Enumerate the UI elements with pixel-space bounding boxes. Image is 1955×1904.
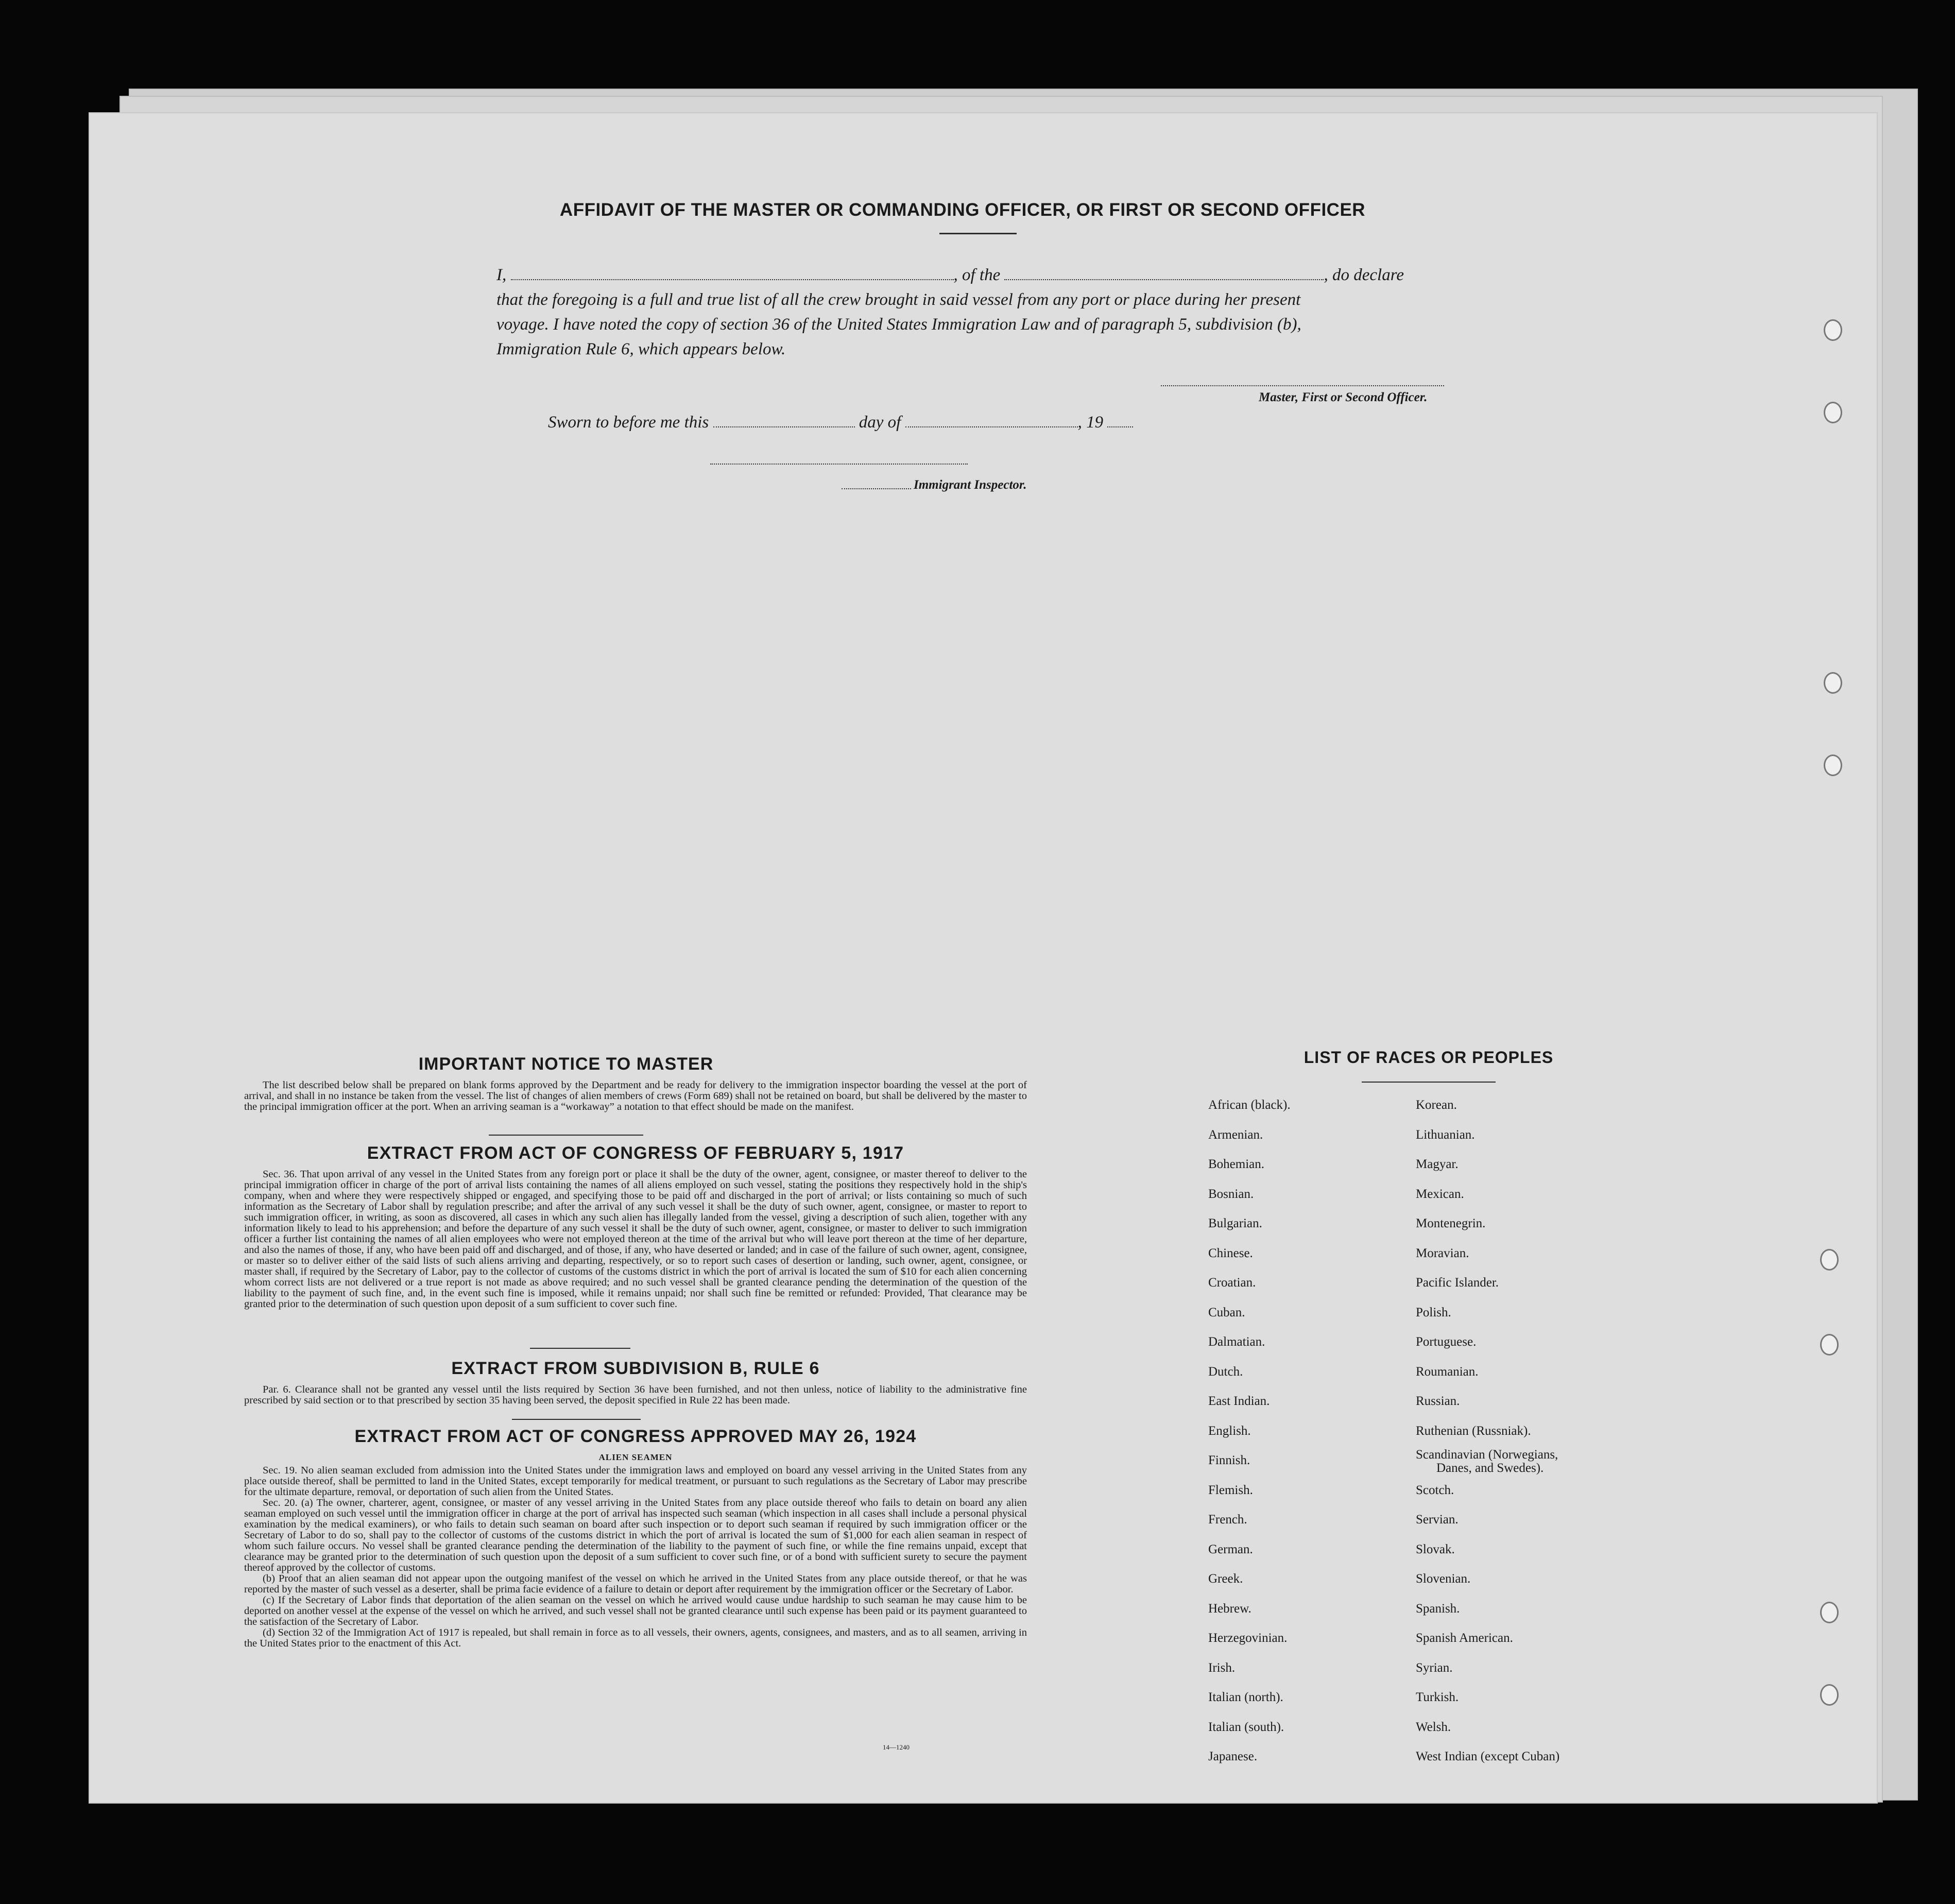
punch-hole [1820, 1249, 1839, 1271]
declaration-text [496, 263, 1527, 362]
sworn-date-field[interactable] [713, 413, 855, 427]
declaration-line: voyage. I have noted the copy of section 36 of the United States Immigration Law and of paragraph 5, subdivision (b), [496, 315, 1301, 334]
divider [489, 1135, 643, 1136]
declaration-mid: , of the [953, 266, 1001, 284]
inspector-label: Immigrant Inspector. [914, 478, 1027, 492]
race-item: West Indian (except Cuban) [1416, 1749, 1560, 1763]
race-item: African (black). [1208, 1098, 1291, 1112]
declaration-start: I, [496, 266, 507, 284]
sworn-year-field[interactable] [1107, 413, 1133, 427]
race-item: Portuguese. [1416, 1335, 1477, 1349]
inspector-lead-line [842, 488, 911, 489]
race-item: Cuban. [1208, 1305, 1245, 1319]
punch-hole [1824, 402, 1842, 423]
document-page [89, 112, 1878, 1804]
extract-1917-title: EXTRACT FROM ACT OF CONGRESS OF FEBRUARY 5, 1917 [367, 1143, 904, 1163]
race-item: Mexican. [1416, 1187, 1464, 1201]
declaration-line: Immigration Rule 6, which appears below. [496, 340, 786, 358]
race-item: East Indian. [1208, 1394, 1270, 1408]
punch-hole [1824, 754, 1842, 776]
extract-1917-text [244, 1169, 1027, 1310]
sec19-paragraph: Sec. 19. No alien seaman excluded from admission into the United States under the immigration laws and employed on board any vessel arriving in the United States from any place outside thereof, shall be permitted to land in the United States, except temporarily for medical treatment, or pursuant to such regulations as the Secretary of Labor may prescribe for the ultimate departure, removal, or deportation of such alien from the United States. [244, 1465, 1027, 1498]
race-item: Magyar. [1416, 1157, 1459, 1171]
race-item: German. [1208, 1542, 1253, 1556]
sec20c-paragraph: (c) If the Secretary of Labor finds that deportation of the alien seaman on the vessel on which he arrived would cause undue hardship to such seaman he may cause him to be deported on another vessel at the expense of the vessel on which he arrived, and such vessel shall not be granted clearance until such expense has been paid or its payment guaranteed to the satisfaction of the Secretary of Labor. [244, 1594, 1027, 1627]
race-item: Pacific Islander. [1416, 1276, 1499, 1290]
sec20b-paragraph: (b) Proof that an alien seaman did not appear upon the outgoing manifest of the vessel on which he arrived in the United States from any place outside thereof, or that he was reported by the master of such vessel as a deserter, shall be prima facie evidence of a failure to detain or deport after requirement by the immigration officer or the Secretary of Labor. [244, 1573, 1027, 1595]
races-right-column [1416, 1090, 1559, 1772]
sworn-day: day of [859, 413, 901, 432]
race-item: Italian (south). [1208, 1720, 1284, 1734]
vessel-field[interactable] [1004, 266, 1324, 280]
punch-hole [1820, 1602, 1839, 1623]
race-item: Armenian. [1208, 1127, 1263, 1142]
sworn-month-field[interactable] [905, 413, 1078, 427]
race-item: Italian (north). [1208, 1690, 1283, 1704]
notice-title: IMPORTANT NOTICE TO MASTER [418, 1054, 714, 1074]
notice-text [244, 1080, 1027, 1112]
race-item: Servian. [1416, 1513, 1459, 1526]
divider [1362, 1082, 1496, 1083]
race-item-line: Danes, and Swedes). [1436, 1461, 1544, 1475]
section-36-paragraph: Sec. 36. That upon arrival of any vessel in the United States from any foreign port or place it shall be the duty of the owner, agent, consignee, or master thereof to deliver to the principal immigration officer in charge of the port of arrival lists containing the names of all aliens employed on such vessel, stating the positions they respectively hold in the ship's company, when and where they were respectively shipped or engaged, and specifying those to be paid off and discharged in the port of arrival; or lists containing so much of such information as the Secretary of Labor shall by regulation prescribe; and after the arrival of any such vessel it shall be the duty of such owner, agent, consignee, or master to report to such immigration officer, in writing, as soon as discovered, all cases in which any such alien has illegally landed from the vessel, giving a description of such alien, together with any information likely to lead to his apprehension; and before the departure of any such vessel it shall be the duty of such owner, agent, consignee, or master to deliver to such immigration officer a further list containing the names of all alien employees who were not employed thereon at the time of the arrival but who will leave port thereon at the time of her departure, and also the names of those, if any, who have been paid off and discharged, and of those, if any, who have deserted or landed; and in case of the failure of such owner, agent, consignee, or master so to deliver either of the said lists of such aliens arriving and departing, respectively, or so to report such cases of desertion or landing, such owner, agent, consignee, or master shall, if required by the Secretary of Labor, pay to the collector of customs of the customs district in which the port of arrival is located the sum of $10 for each alien concerning whom correct lists are not delivered or a true report is not made as above required; and no such vessel shall be granted clearance pending the determination of the question of the liability to the payment of such fine, and, in the event such fine is imposed, while it remains unpaid; nor shall such fine be remitted or refunded: Provided, That clearance may be granted prior to the determination of such question upon deposit of a sum sufficient to cover such fine. [244, 1169, 1027, 1310]
race-item: Korean. [1416, 1098, 1457, 1112]
race-item: Slovak. [1416, 1542, 1455, 1556]
race-item: English. [1208, 1423, 1251, 1438]
punch-hole [1824, 672, 1842, 694]
race-item: Bohemian. [1208, 1157, 1265, 1171]
punch-hole [1824, 319, 1842, 341]
declaration-line [496, 263, 1527, 287]
race-item: Bosnian. [1208, 1187, 1254, 1201]
race-item: Moravian. [1416, 1246, 1469, 1260]
race-item: Japanese. [1208, 1749, 1258, 1763]
punch-hole [1820, 1684, 1839, 1706]
race-item: Russian. [1416, 1394, 1460, 1408]
punch-hole [1820, 1334, 1839, 1356]
race-item: Chinese. [1208, 1246, 1253, 1260]
extract-rule6-title: EXTRACT FROM SUBDIVISION B, RULE 6 [451, 1359, 820, 1378]
divider [530, 1348, 630, 1349]
race-item: French. [1208, 1513, 1247, 1526]
races-title: LIST OF RACES OR PEOPLES [1304, 1048, 1554, 1067]
divider [512, 1419, 641, 1420]
race-item: Slovenian. [1416, 1572, 1471, 1586]
declaration-end: , do declare [1324, 266, 1404, 284]
race-item: Irish. [1208, 1660, 1236, 1675]
race-item-line: Scandinavian (Norwegians, [1416, 1448, 1558, 1462]
extract-1924-title: EXTRACT FROM ACT OF CONGRESS APPROVED MAY 26, 1924 [354, 1427, 917, 1446]
race-item: Finnish. [1208, 1453, 1250, 1467]
sworn-year: , 19 [1077, 413, 1104, 432]
form-number: 14—1240 [883, 1743, 910, 1751]
race-item: Spanish American. [1416, 1631, 1513, 1645]
race-item: Croatian. [1208, 1276, 1256, 1290]
race-item: Lithuanian. [1416, 1127, 1475, 1142]
race-item: Ruthenian (Russniak). [1416, 1423, 1531, 1438]
race-item: Hebrew. [1208, 1601, 1251, 1616]
extract-rule6-text [244, 1384, 1027, 1406]
rule6-paragraph: Par. 6. Clearance shall not be granted any vessel until the lists required by Section 36 have been furnished, and not then unless, notice of liability to the administrative fine prescribed by said section or to that prescribed by section 35 having been served, the deposit specified in Rule 22 has been made. [244, 1384, 1027, 1406]
race-item: Welsh. [1416, 1720, 1451, 1734]
race-item: Polish. [1416, 1305, 1451, 1319]
notice-paragraph: The list described below shall be prepared on blank forms approved by the Department and be ready for delivery to the immigration inspector boarding the vessel at the port of arrival, and shall in no instance be taken from the vessel. The list of changes of alien members of crews (Form 689) shall not be retained on board, but shall be delivered by the master to the principal immigration officer at the port. When an arriving seaman is a “workaway” a notation to that effect should be made on the manifest. [244, 1079, 1027, 1112]
alien-seamen-subtitle: ALIEN SEAMEN [598, 1452, 673, 1462]
sworn-start: Sworn to before me this [548, 413, 709, 432]
sworn-line [548, 413, 1133, 432]
race-item: Dalmatian. [1208, 1335, 1265, 1349]
extract-1924-text [244, 1465, 1027, 1649]
race-item: Flemish. [1208, 1483, 1253, 1497]
race-item [1416, 1446, 1559, 1476]
master-signature-line[interactable] [1161, 385, 1444, 386]
race-item: Scotch. [1416, 1483, 1454, 1497]
divider [939, 233, 1017, 234]
race-item: Roumanian. [1416, 1364, 1479, 1379]
races-left-column [1208, 1090, 1291, 1772]
master-signature-label: Master, First or Second Officer. [1259, 390, 1428, 404]
sec20d-paragraph: (d) Section 32 of the Immigration Act of 1917 is repealed, but shall remain in force as to all vessels, their owners, agents, consignees, and masters, and as to all seamen, arriving in the United States prior to the enactment of this Act. [244, 1627, 1027, 1649]
race-item: Dutch. [1208, 1364, 1243, 1379]
race-item: Spanish. [1416, 1601, 1460, 1616]
race-item: Greek. [1208, 1572, 1243, 1586]
declaration-line: that the foregoing is a full and true list of all the crew brought in said vessel from any port or place during her present [496, 290, 1301, 309]
race-item: Syrian. [1416, 1660, 1453, 1675]
race-item: Herzegovinian. [1208, 1631, 1288, 1645]
race-item: Turkish. [1416, 1690, 1459, 1704]
inspector-signature-line[interactable] [710, 464, 968, 465]
name-field[interactable] [511, 266, 954, 280]
affidavit-title: AFFIDAVIT OF THE MASTER OR COMMANDING OFFICER, OR FIRST OR SECOND OFFICER [559, 200, 1366, 220]
race-item: Bulgarian. [1208, 1216, 1262, 1230]
race-item: Montenegrin. [1416, 1216, 1486, 1230]
sec20a-paragraph: Sec. 20. (a) The owner, charterer, agent, consignee, or master of any vessel arriving in the United States from any place outside thereof who fails to detain on board any alien seaman employed on such vessel until the immigration officer in charge at the port of arrival has inspected such seaman (which inspection in all cases shall include a personal physical examination by the medical examiners), or who fails to detain such seaman on board after such inspection or to deport such seaman if required by such immigration officer or the Secretary of Labor to do so, shall pay to the collector of customs of the customs district in which the port of arrival is located the sum of $1,000 for each alien seaman in respect of whom such failure occurs. No vessel shall be granted clearance pending the determination of the liability to the payment of such fine, or while the fine remains unpaid, except that clearance may be granted prior to the determination of such question upon the deposit of a sum sufficient to cover such fine, or of a bond with sufficient surety to secure the payment thereof approved by the collector of customs. [244, 1497, 1027, 1573]
